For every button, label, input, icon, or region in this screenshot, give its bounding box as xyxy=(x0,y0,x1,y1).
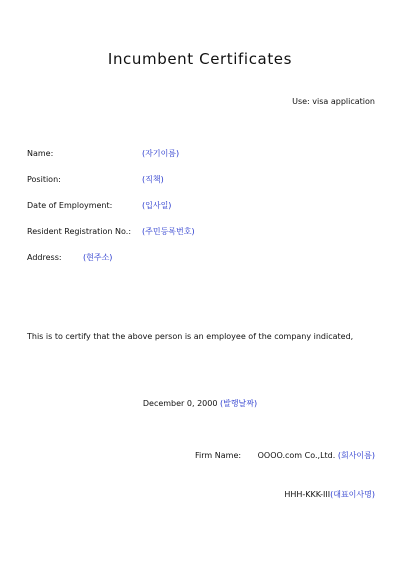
field-position xyxy=(27,175,164,184)
field-name xyxy=(27,149,180,158)
field-date-of-employment-label: Date of Employment: xyxy=(27,201,113,210)
field-resident-registration-value: (주민등록번호) xyxy=(142,227,195,236)
representative-line xyxy=(284,489,375,500)
firm-line xyxy=(195,450,375,461)
representative-name: HHH-KKK-III xyxy=(284,490,331,499)
field-name-value: (자기이름) xyxy=(142,149,180,158)
field-address xyxy=(27,253,113,262)
firm-name: OOOO.com Co.,Ltd. xyxy=(257,451,336,460)
firm-note: (회사이름) xyxy=(337,451,375,460)
field-date-of-employment xyxy=(27,201,172,210)
field-position-label: Position: xyxy=(27,175,61,184)
field-position-value: (직책) xyxy=(142,175,164,184)
field-date-of-employment-value: (입사일) xyxy=(142,201,172,210)
issue-date-text: December 0, 2000 xyxy=(142,399,218,408)
field-address-label: Address: xyxy=(27,253,62,262)
certification-statement: This is to certify that the above person is an employee of the company indicated, xyxy=(27,332,354,341)
field-name-label: Name: xyxy=(27,149,54,158)
issue-date xyxy=(0,398,400,409)
usage-note: Use: visa application xyxy=(292,97,375,106)
representative-note: (대표이사명) xyxy=(330,490,375,499)
document-title: Incumbent Certificates xyxy=(107,50,293,68)
issue-date-note: (발행날짜) xyxy=(219,399,258,408)
field-resident-registration-label: Resident Registration No.: xyxy=(27,227,132,236)
field-resident-registration xyxy=(27,227,195,236)
firm-label: Firm Name: xyxy=(195,451,242,460)
field-address-value: (현주소) xyxy=(83,253,113,262)
